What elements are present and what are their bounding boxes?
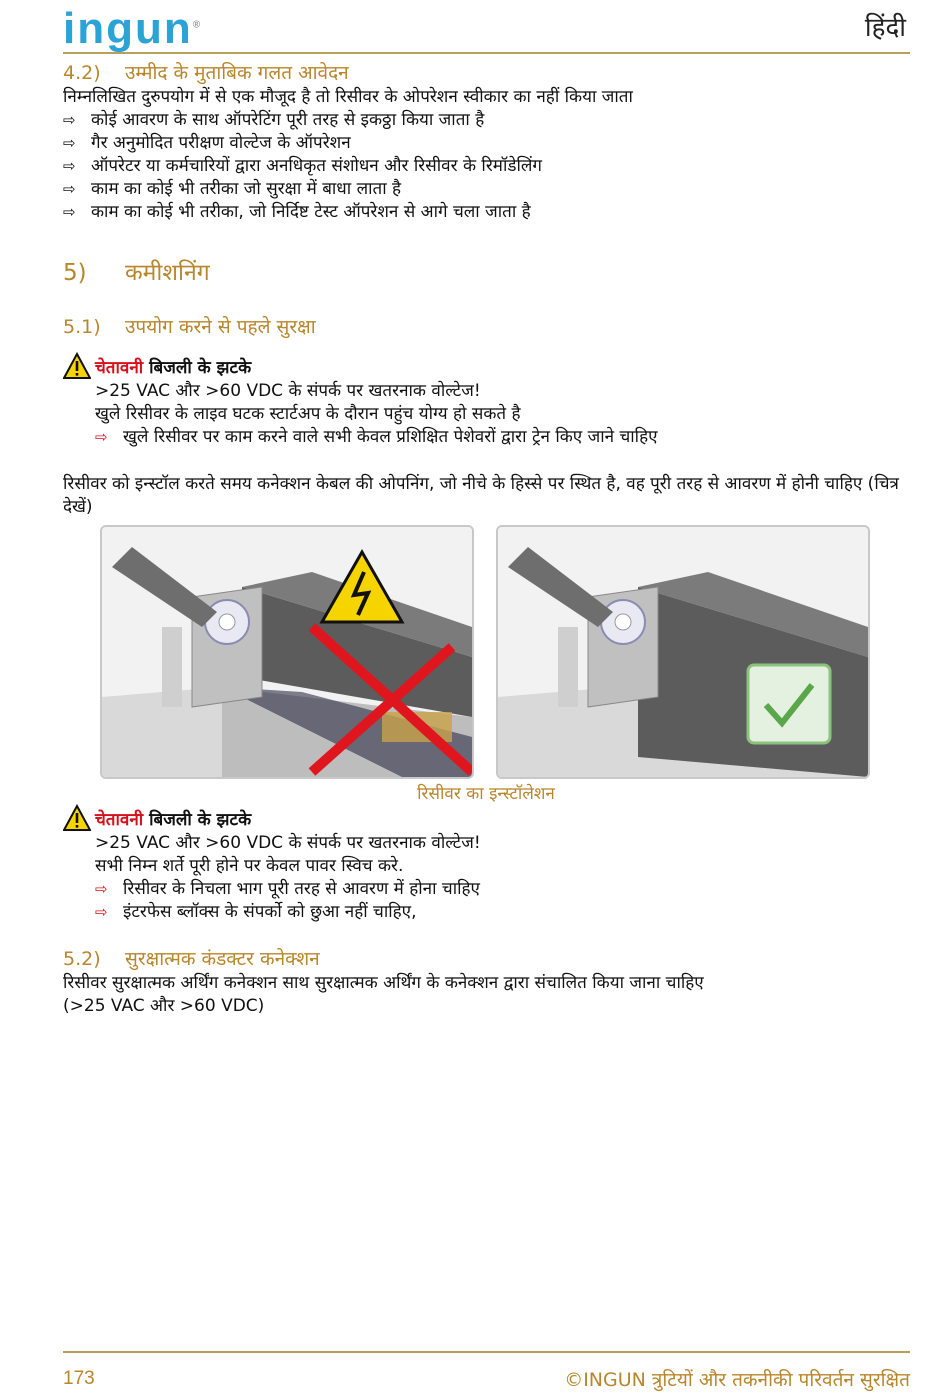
figure-correct-installation <box>496 525 870 779</box>
arrow-right-icon: ⇨ <box>95 880 108 898</box>
section-title: उम्मीद के मुताबिक गलत आवेदन <box>125 62 349 84</box>
wrong-installation-image <box>102 527 472 777</box>
section-5-heading: 5) कमीशनिंग <box>63 260 210 286</box>
section-5-2-heading: 5.2) सुरक्षात्मक कंडक्टर कनेक्शन <box>63 948 320 970</box>
installation-figure <box>63 525 909 804</box>
figure-caption: रिसीवर का इन्स्टॉलेशन <box>417 784 555 804</box>
warning-title: चेतावनी बिजली के झटके <box>95 809 252 830</box>
correct-installation-image <box>498 527 868 777</box>
section-5-1-heading: 5.1) उपयोग करने से पहले सुरक्षा <box>63 316 316 338</box>
list-item: ⇨ काम का कोई भी तरीका जो सुरक्षा में बाधा लाता है <box>63 179 402 199</box>
warning-bullet: ⇨ रिसीवर के निचला भाग पूरी तरह से आवरण में होना चाहिए <box>95 879 480 899</box>
warning-box-2 <box>63 804 909 924</box>
warning-triangle-icon <box>63 804 91 832</box>
warning-line: >25 VAC और >60 VDC के संपर्क पर खतरनाक वोल्टेज! <box>95 833 481 853</box>
header-divider <box>63 52 910 54</box>
installation-paragraph: रिसीवर को इन्स्टॉल करते समय कनेक्शन केबल की ओपनिंग, जो नीचे के हिस्से पर स्थित है, वह पूरी तरह से आवरण में होनी चाहिए (चित्र देखें) <box>63 474 899 517</box>
footer-divider <box>63 1351 910 1353</box>
language-label: हिंदी <box>864 13 906 43</box>
page-content <box>63 60 909 1018</box>
warning-bullet: ⇨ इंटरफेस ब्लॉक्स के संपर्को को छुआ नहीं चाहिए, <box>95 902 417 922</box>
section-4-2-intro: निम्नलिखित दुरुपयोग में से एक मौजूद है तो रिसीवर के ओपरेशन स्वीकार का नहीं किया जाता <box>63 87 633 107</box>
arrow-right-icon: ⇨ <box>63 111 76 129</box>
warning-bullet: ⇨ खुले रिसीवर पर काम करने वाले सभी केवल प्रशिक्षित पेशेवरों द्वारा ट्रेन किए जाने चाहिए <box>95 427 658 447</box>
arrow-right-icon: ⇨ <box>63 134 76 152</box>
warning-line: खुले रिसीवर के लाइव घटक स्टार्टअप के दौरान पहुंच योग्य हो सकते है <box>95 404 521 424</box>
warning-line: >25 VAC और >60 VDC के संपर्क पर खतरनाक वोल्टेज! <box>95 381 481 401</box>
section-4-2-heading <box>63 60 909 86</box>
ingun-logo: ingun® <box>63 4 203 53</box>
warning-triangle-icon <box>63 352 91 380</box>
warning-line: सभी निम्न शर्ते पूरी होने पर केवल पावर स्विच करे. <box>95 856 404 876</box>
list-item: ⇨ गैर अनुमोदित परीक्षण वोल्टेज के ऑपरेशन <box>63 133 351 153</box>
list-item: ⇨ ऑपरेटर या कर्मचारियों द्वारा अनधिकृत संशोधन और रिसीवर के रिमॉडेलिंग <box>63 156 542 176</box>
section-5-2-line: (>25 VAC और >60 VDC) <box>63 996 265 1016</box>
warning-box-1 <box>63 352 909 449</box>
arrow-right-icon: ⇨ <box>95 428 108 446</box>
footer-copyright: ©INGUN त्रुटियों और तकनीकी परिवर्तन सुरक्षित <box>564 1369 910 1391</box>
figure-wrong-installation <box>100 525 474 779</box>
section-number: 4.2) <box>63 62 101 84</box>
arrow-right-icon: ⇨ <box>63 180 76 198</box>
misuse-list <box>63 109 909 224</box>
arrow-right-icon: ⇨ <box>63 203 76 221</box>
arrow-right-icon: ⇨ <box>95 903 108 921</box>
warning-title: चेतावनी बिजली के झटके <box>95 357 252 378</box>
page-number: 173 <box>63 1368 95 1389</box>
list-item: ⇨ काम का कोई भी तरीका, जो निर्दिष्ट टेस्ट ऑपरेशन से आगे चला जाता है <box>63 202 531 222</box>
list-item: ⇨ कोई आवरण के साथ ऑपरेटिंग पूरी तरह से इकठ्ठा किया जाता है <box>63 110 485 130</box>
arrow-right-icon: ⇨ <box>63 157 76 175</box>
section-5-2-line: रिसीवर सुरक्षात्मक अर्थिंग कनेक्शन साथ सुरक्षात्मक अर्थिंग के कनेक्शन द्वारा संचालित किया जाना चाहिए <box>63 973 704 993</box>
